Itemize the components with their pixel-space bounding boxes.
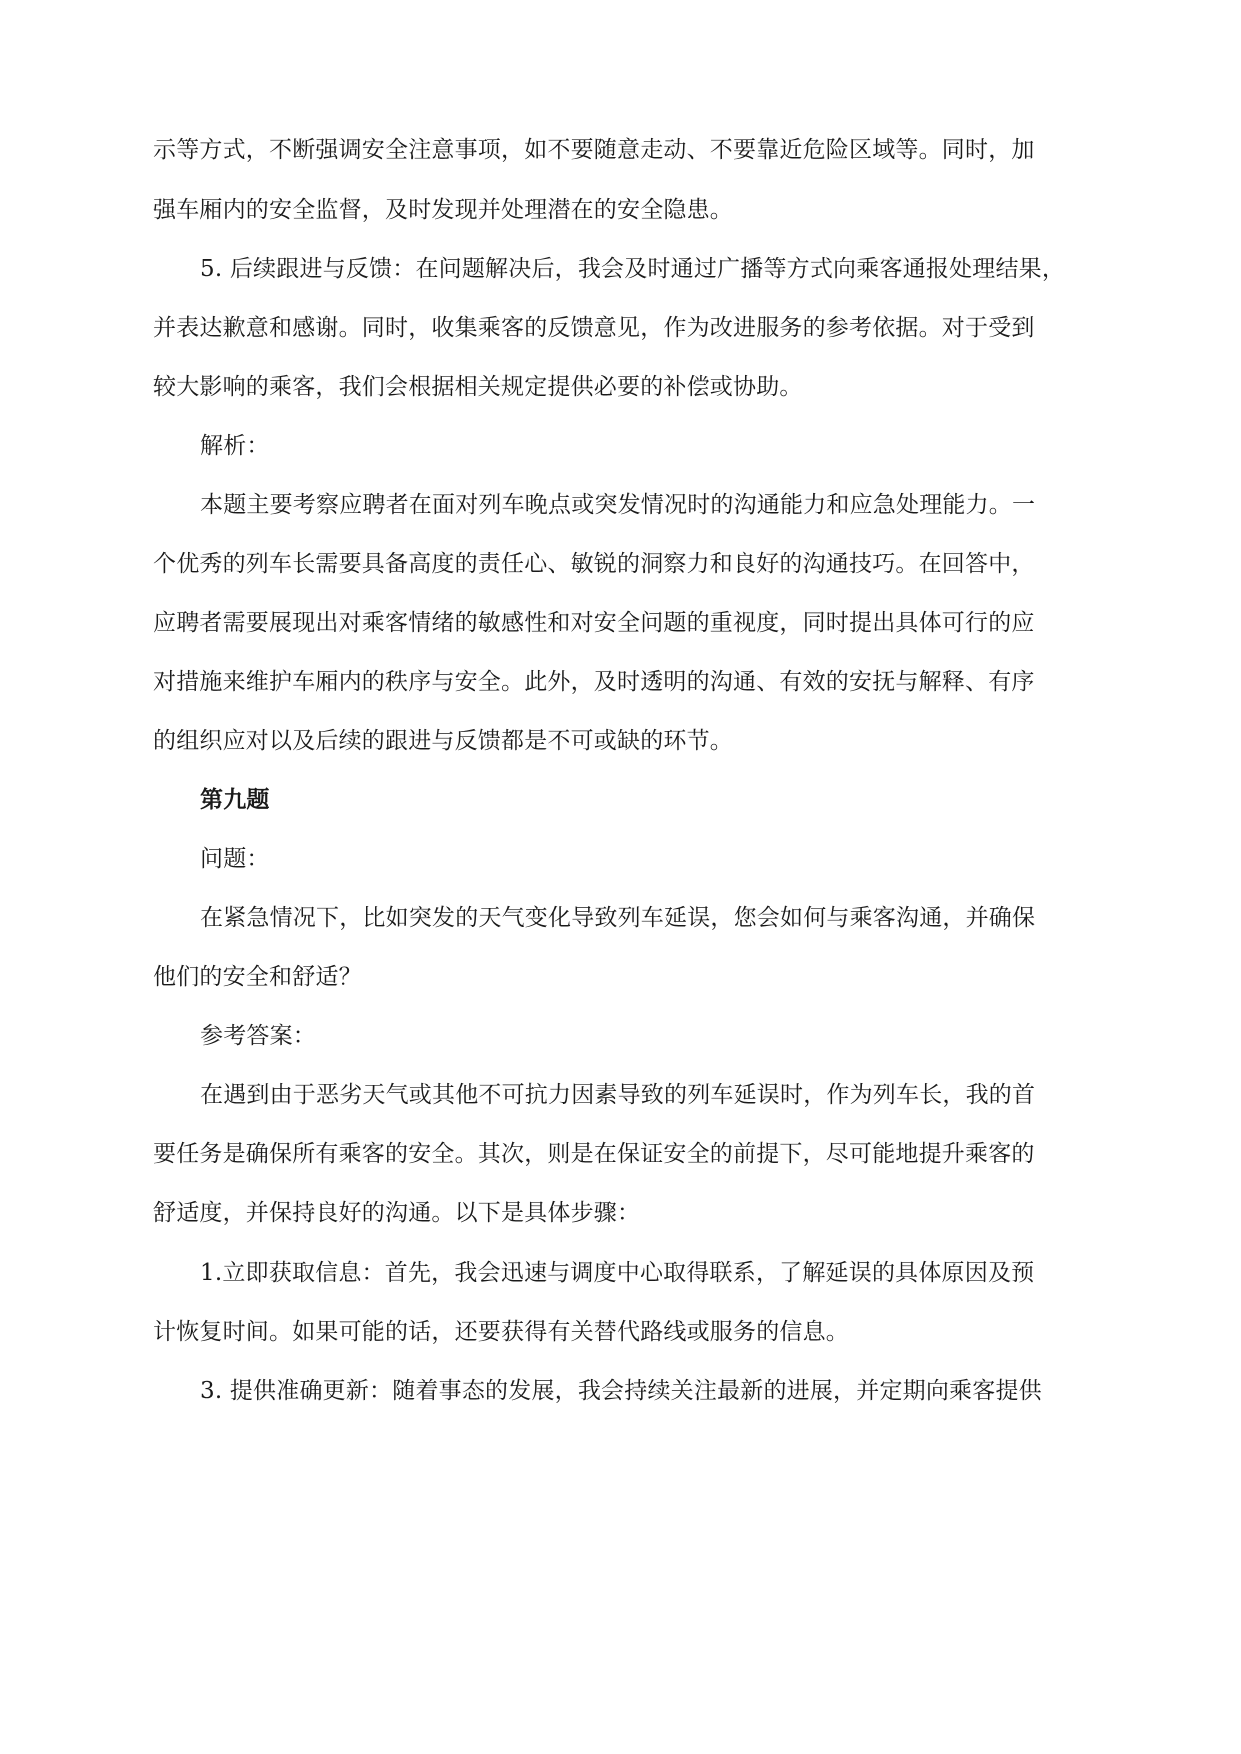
body-text-line: 应聘者需要展现出对乘客情绪的敏感性和对安全问题的重视度，同时提出具体可行的应 <box>153 610 1035 636</box>
body-text-line: 强车厢内的安全监督，及时发现并处理潜在的安全隐患。 <box>153 197 733 223</box>
analysis-paragraph: 本题主要考察应聘者在面对列车晚点或突发情况时的沟通能力和应急处理能力。一 <box>200 492 1036 518</box>
body-text-line: 计恢复时间。如果可能的话，还要获得有关替代路线或服务的信息。 <box>153 1319 849 1345</box>
analysis-label: 解析： <box>200 433 270 459</box>
answer-paragraph: 在遇到由于恶劣天气或其他不可抗力因素导致的列车延误时，作为列车长，我的首 <box>200 1082 1036 1108</box>
body-text-line: 的组织应对以及后续的跟进与反馈都是不可或缺的环节。 <box>153 728 733 754</box>
body-text-line: 对措施来维护车厢内的秩序与安全。此外，及时透明的沟通、有效的安抚与解释、有序 <box>153 669 1035 695</box>
body-text-line: 并表达歉意和感谢。同时，收集乘客的反馈意见，作为改进服务的参考依据。对于受到 <box>153 315 1035 341</box>
section-heading: 第九题 <box>200 786 270 813</box>
body-text-line: 要任务是确保所有乘客的安全。其次，则是在保证安全的前提下，尽可能地提升乘客的 <box>153 1141 1035 1167</box>
body-text-line: 个优秀的列车长需要具备高度的责任心、敏锐的洞察力和良好的沟通技巧。在回答中， <box>153 551 1035 577</box>
answer-label: 参考答案： <box>200 1023 316 1049</box>
body-text-line: 示等方式，不断强调安全注意事项，如不要随意走动、不要靠近危险区域等。同时，加 <box>153 137 1035 163</box>
body-text-line: 他们的安全和舒适？ <box>153 964 362 990</box>
body-text-line: 舒适度，并保持良好的沟通。以下是具体步骤： <box>153 1200 641 1226</box>
body-text-line: 较大影响的乘客，我们会根据相关规定提供必要的补偿或协助。 <box>153 374 803 400</box>
list-item-5: 5. 后续跟进与反馈：在问题解决后，我会及时通过广播等方式向乘客通报处理结果， <box>200 256 1066 282</box>
list-item-1: 1.立即获取信息：首先，我会迅速与调度中心取得联系，了解延误的具体原因及预 <box>200 1260 1035 1286</box>
question-label: 问题： <box>200 846 270 872</box>
question-paragraph: 在紧急情况下，比如突发的天气变化导致列车延误，您会如何与乘客沟通，并确保 <box>200 905 1036 931</box>
list-item-3: 3. 提供准确更新：随着事态的发展，我会持续关注最新的进展，并定期向乘客提供 <box>200 1378 1042 1404</box>
